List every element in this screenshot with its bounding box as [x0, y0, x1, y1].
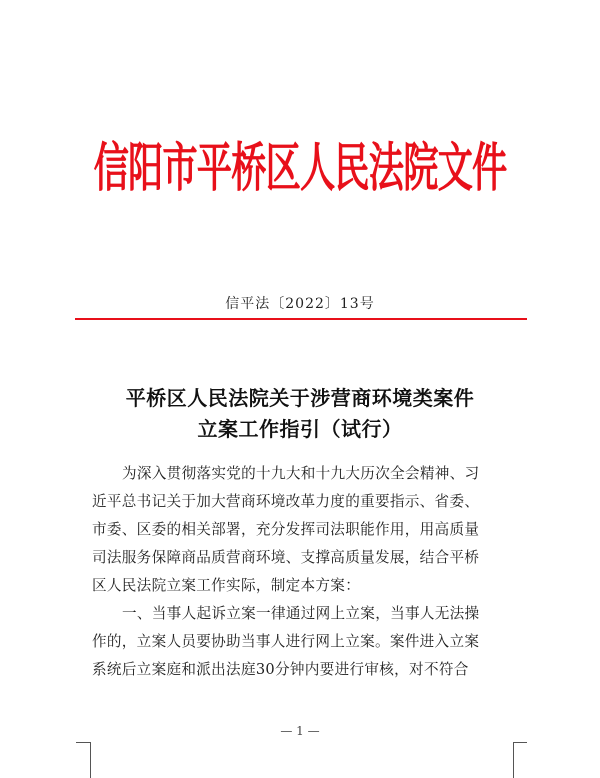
document-header-title: 信阳市平桥区人民法院文件: [93, 136, 507, 199]
body-paragraph-2-line-1: 一、当事人起诉立案一律通过网上立案，当事人无法操: [122, 605, 480, 622]
document-title-line-1: 平桥区人民法院关于涉营商环境类案件: [125, 386, 475, 410]
body-paragraph-2-line-3: 系统后立案庭和派出法庭30分钟内要进行审核，对不符合: [92, 661, 469, 678]
body-paragraph-1-line-4: 司法服务保障商品质营商环境、支撑高质量发展，结合平桥: [92, 549, 480, 566]
header-divider-line: [75, 318, 527, 320]
body-paragraph-1-line-2: 近平总书记关于加大营商环境改革力度的重要指示、省委、: [92, 493, 480, 510]
document-number: 信平法〔2022〕13号: [225, 296, 375, 312]
body-paragraph-2-line-2: 作的，立案人员要协助当事人进行网上立案。案件进入立案: [92, 633, 480, 650]
page-number: — 1 —: [280, 724, 320, 738]
crop-mark-right-horizontal: [513, 742, 527, 743]
document-title-line-2: 立案工作指引（试行）: [197, 417, 403, 441]
body-paragraph-1-line-3: 市委、区委的相关部署，充分发挥司法职能作用，用高质量: [92, 521, 480, 538]
body-paragraph-1-line-1: 为深入贯彻落实党的十九大和十九大历次全会精神、习: [122, 465, 480, 482]
crop-mark-right-vertical: [513, 742, 514, 778]
body-paragraph-1-line-5: 区人民法院立案工作实际，制定本方案：: [92, 577, 361, 594]
crop-mark-left-horizontal: [76, 742, 90, 743]
crop-mark-left-vertical: [90, 742, 91, 778]
